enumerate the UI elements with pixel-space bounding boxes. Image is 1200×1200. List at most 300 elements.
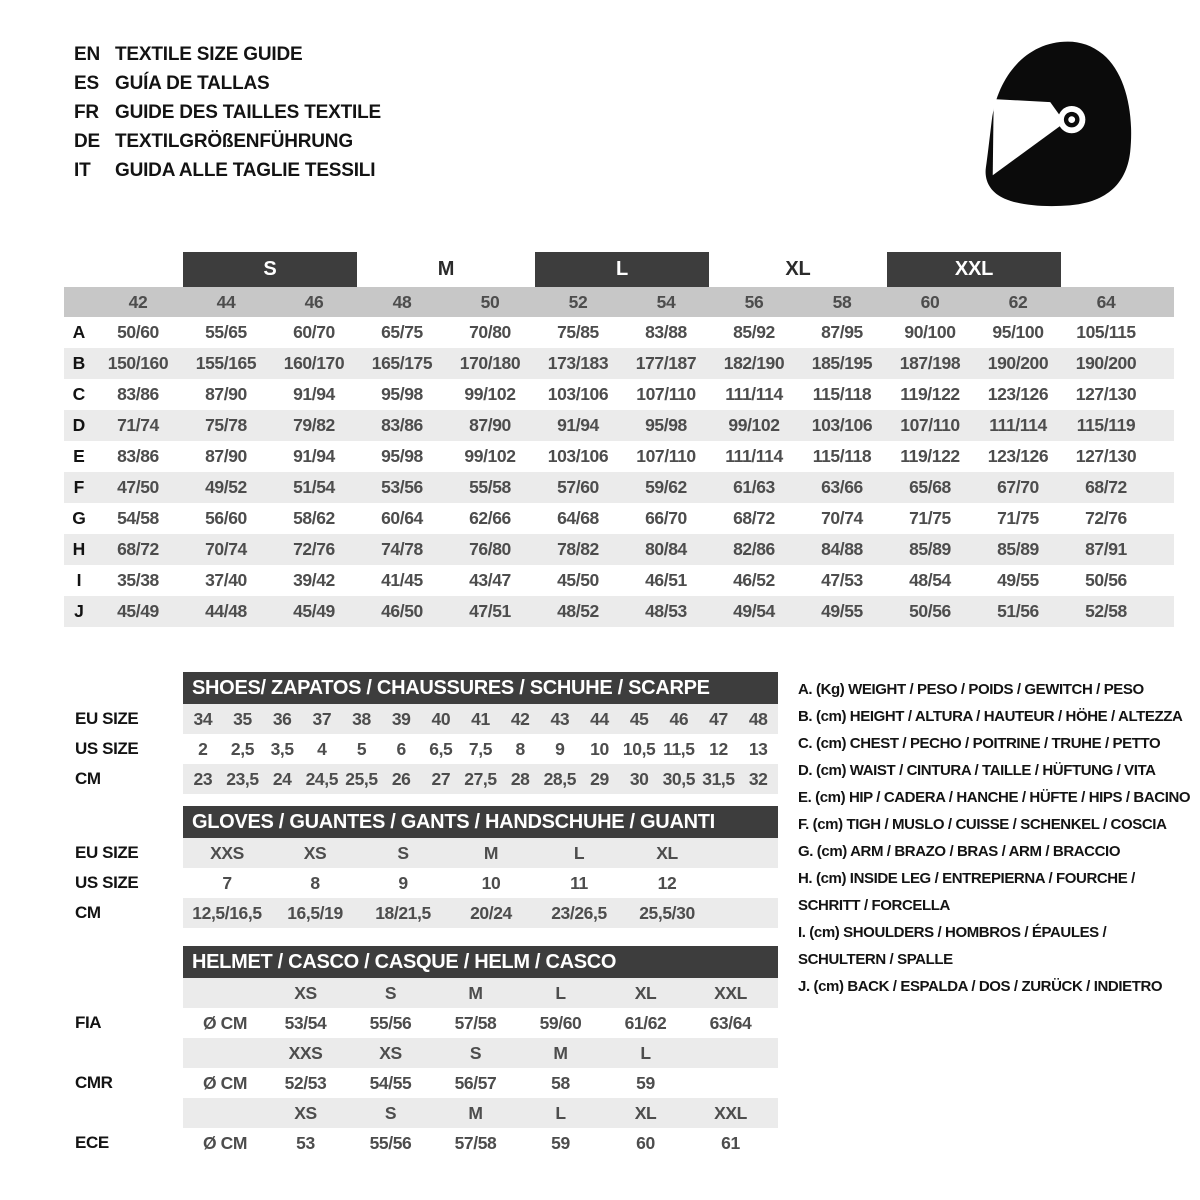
size-value: 63/66 — [821, 477, 863, 497]
size-value: 43/47 — [469, 570, 511, 590]
cell-value: 8 — [515, 738, 525, 759]
cell-value: 44 — [590, 708, 609, 729]
size-value: 58/62 — [293, 508, 335, 528]
helmet-cm-value: 61 — [721, 1132, 740, 1153]
helmet-values-fia — [75, 1008, 780, 1038]
cell-value: 32 — [748, 768, 768, 789]
size-value: 44/48 — [205, 601, 247, 621]
helmet-size-label: L — [555, 1102, 566, 1123]
size-value: 50/56 — [909, 601, 951, 621]
language-code: FR — [74, 101, 99, 123]
cell-value: S — [397, 842, 409, 863]
size-value: 51/56 — [997, 601, 1039, 621]
cell-value: 11,5 — [663, 738, 695, 759]
helmet-size-label: XL — [634, 1102, 657, 1123]
numeric-size: 54 — [656, 291, 676, 312]
size-value: 46/50 — [381, 601, 423, 621]
helmet-cm-value: 52/53 — [284, 1072, 327, 1093]
size-value: 59/62 — [645, 477, 687, 497]
size-value: 61/63 — [733, 477, 775, 497]
size-value: 115/118 — [812, 384, 872, 404]
measure-letter: J — [74, 601, 84, 621]
size-row-b — [64, 348, 1174, 379]
size-value: 74/78 — [381, 539, 423, 559]
size-value: 111/114 — [989, 415, 1047, 435]
size-value: 87/91 — [1085, 539, 1127, 559]
size-value: 72/76 — [1085, 508, 1127, 528]
measure-letter: F — [73, 477, 85, 497]
unit-label: Ø CM — [203, 1132, 248, 1153]
row-label: CM — [75, 903, 101, 922]
size-value: 83/88 — [645, 322, 687, 342]
cell-value: 40 — [431, 708, 451, 729]
language-code: DE — [74, 130, 100, 152]
row-us-size — [75, 734, 780, 764]
helmet-cm-value: 57/58 — [454, 1132, 497, 1153]
size-value: 35/38 — [117, 570, 159, 590]
helmet-size-label: L — [640, 1042, 651, 1063]
cell-value: L — [573, 842, 585, 863]
size-value: 87/90 — [205, 384, 247, 404]
row-label: EU SIZE — [75, 709, 139, 728]
main-size-table — [64, 252, 1174, 627]
cell-value: 9 — [398, 872, 408, 893]
size-value: 170/180 — [459, 353, 521, 373]
size-value: 190/200 — [987, 353, 1049, 373]
shoes-table-title: SHOES/ ZAPATOS / CHAUSSURES / SCHUHE / SCARPE — [183, 672, 778, 704]
size-value: 155/165 — [195, 353, 257, 373]
size-value: 75/85 — [557, 322, 599, 342]
size-value: 46/52 — [733, 570, 775, 590]
helmet-cm-value: 53 — [296, 1132, 315, 1153]
helmet-cm-value: 59 — [551, 1132, 570, 1153]
cell-value: 28 — [510, 768, 530, 789]
helmet-size-label: L — [555, 982, 566, 1003]
size-value: 78/82 — [557, 539, 599, 559]
size-value: 65/75 — [381, 322, 423, 342]
size-value: 119/122 — [900, 384, 960, 404]
size-value: 84/88 — [821, 539, 863, 559]
cell-value: 11 — [570, 872, 588, 893]
row-us-size — [75, 868, 780, 898]
cell-value: 29 — [590, 768, 609, 789]
measure-letter: G — [72, 508, 86, 528]
helmet-size-label: XL — [634, 982, 657, 1003]
row-cm — [75, 898, 780, 928]
numeric-size-band — [64, 287, 1174, 317]
size-value: 62/66 — [469, 508, 511, 528]
gloves-table-title: GLOVES / GUANTES / GANTS / HANDSCHUHE / GUANTI — [183, 806, 778, 838]
size-value: 119/122 — [900, 446, 960, 466]
cell-value: 47 — [709, 708, 728, 729]
cell-value: 16,5/19 — [287, 902, 343, 923]
size-value: 68/72 — [117, 539, 159, 559]
size-value: 173/183 — [547, 353, 609, 373]
size-value: 71/74 — [117, 415, 159, 435]
helmet-values-ece — [75, 1128, 780, 1158]
size-value: 39/42 — [293, 570, 335, 590]
size-value: 99/102 — [728, 415, 780, 435]
unit-label: Ø CM — [203, 1012, 248, 1033]
size-value: 47/50 — [117, 477, 159, 497]
guide-title: GUIDE DES TAILLES TEXTILE — [115, 101, 381, 123]
size-value: 45/49 — [293, 601, 335, 621]
standard-label: FIA — [75, 1013, 102, 1032]
numeric-size: 56 — [744, 291, 764, 312]
size-value: 111/114 — [725, 446, 783, 466]
size-value: 45/50 — [557, 570, 599, 590]
cell-value: M — [483, 842, 499, 863]
size-value: 50/60 — [117, 322, 159, 342]
language-row-en — [74, 40, 381, 69]
cell-value: 30 — [629, 768, 649, 789]
size-value: 85/89 — [909, 539, 951, 559]
cell-value: 13 — [748, 738, 768, 759]
size-value: 107/110 — [636, 446, 696, 466]
size-value: 105/115 — [1076, 322, 1136, 342]
cell-value: 7,5 — [468, 738, 493, 759]
cell-value: 23/26,5 — [551, 902, 607, 923]
size-row-d — [64, 410, 1174, 441]
helmet-table — [75, 946, 780, 1158]
cell-value: 5 — [356, 738, 367, 759]
size-value: 75/78 — [205, 415, 247, 435]
size-value: 87/90 — [469, 415, 511, 435]
helmet-size-header-fia — [75, 978, 780, 1008]
size-value: 49/52 — [205, 477, 247, 497]
cell-value: 37 — [312, 708, 332, 729]
measure-letter: E — [73, 446, 85, 466]
cell-value: XL — [656, 842, 678, 863]
cell-value: 12 — [709, 738, 728, 759]
size-value: 76/80 — [469, 539, 511, 559]
numeric-size: 50 — [480, 291, 500, 312]
cell-value: 10,5 — [622, 738, 656, 759]
gloves-table — [75, 806, 780, 928]
language-code: ES — [74, 72, 99, 94]
cell-value: 6 — [396, 738, 406, 759]
helmet-cm-value: 63/64 — [709, 1012, 752, 1033]
helmet-cm-value: 61/62 — [624, 1012, 667, 1033]
size-value: 123/126 — [987, 446, 1049, 466]
cell-value: 26 — [391, 768, 411, 789]
size-value: 95/98 — [381, 384, 423, 404]
cell-value: 10 — [481, 872, 501, 893]
cell-value: XXS — [210, 842, 244, 863]
helmet-cm-value: 55/56 — [369, 1132, 412, 1153]
size-value: 82/86 — [733, 539, 775, 559]
size-value: 50/56 — [1085, 570, 1127, 590]
size-value: 103/106 — [547, 384, 609, 404]
helmet-size-label: S — [384, 982, 397, 1003]
measure-letter: I — [76, 570, 82, 590]
helmet-size-label: XS — [294, 1102, 317, 1123]
guide-title: GUIDA ALLE TAGLIE TESSILI — [115, 159, 376, 181]
size-value: 177/187 — [635, 353, 697, 373]
shoes-table — [75, 672, 780, 794]
cell-value: 12,5/16,5 — [192, 902, 262, 923]
size-value: 72/76 — [293, 539, 335, 559]
language-row-fr — [74, 98, 381, 127]
language-code: EN — [74, 43, 100, 65]
size-row-h — [64, 534, 1174, 565]
legend-item: A. (Kg) WEIGHT / PESO / POIDS / GEWITCH / PESO — [798, 681, 1144, 698]
size-value: 85/92 — [733, 322, 775, 342]
size-value: 165/175 — [371, 353, 433, 373]
cell-value: 9 — [555, 738, 565, 759]
cell-value: 45 — [629, 708, 649, 729]
language-row-it — [74, 156, 381, 185]
size-value: 55/58 — [469, 477, 511, 497]
legend-item: I. (cm) SHOULDERS / HOMBROS / ÉPAULES / SCHULTERN / SPALLE — [798, 924, 1107, 968]
numeric-size: 64 — [1096, 291, 1116, 312]
numeric-size: 44 — [216, 291, 236, 312]
language-code: IT — [74, 159, 91, 181]
cell-value: 31,5 — [702, 768, 735, 789]
size-value: 87/90 — [205, 446, 247, 466]
cell-value: 3,5 — [270, 738, 294, 759]
numeric-size: 62 — [1008, 291, 1028, 312]
cell-value: 48 — [748, 708, 768, 729]
size-value: 68/72 — [1085, 477, 1127, 497]
size-value: 107/110 — [900, 415, 960, 435]
size-value: 54/58 — [117, 508, 159, 528]
size-value: 103/106 — [547, 446, 609, 466]
language-title-list — [74, 40, 381, 185]
size-value: 51/54 — [293, 477, 335, 497]
size-row-j — [64, 596, 1174, 627]
size-value: 85/89 — [997, 539, 1039, 559]
helmet-size-label: M — [468, 1102, 483, 1123]
cell-value: 24,5 — [305, 768, 339, 789]
helmet-cm-value: 60 — [636, 1132, 655, 1153]
size-value: 115/118 — [812, 446, 872, 466]
size-value: 49/54 — [733, 601, 775, 621]
helmet-cm-value: 54/55 — [369, 1072, 412, 1093]
size-row-a — [64, 317, 1174, 348]
numeric-size: 60 — [920, 291, 940, 312]
size-value: 111/114 — [725, 384, 783, 404]
size-value: 115/119 — [1076, 415, 1136, 435]
size-group-label-l: L — [535, 252, 709, 287]
size-value: 83/86 — [381, 415, 423, 435]
size-value: 160/170 — [283, 353, 345, 373]
size-value: 53/56 — [381, 477, 423, 497]
size-row-f — [64, 472, 1174, 503]
numeric-size: 42 — [128, 291, 148, 312]
size-value: 80/84 — [645, 539, 687, 559]
cell-value: XS — [303, 842, 327, 863]
size-value: 95/100 — [992, 322, 1044, 342]
size-value: 71/75 — [909, 508, 951, 528]
row-cm — [75, 764, 780, 794]
size-value: 127/130 — [1075, 446, 1137, 466]
numeric-size: 48 — [392, 291, 412, 312]
helmet-size-header-cmr — [75, 1038, 780, 1068]
helmet-cm-value: 56/57 — [454, 1072, 497, 1093]
size-value: 67/70 — [997, 477, 1039, 497]
size-value: 83/86 — [117, 384, 159, 404]
measure-letter: D — [72, 415, 86, 435]
size-row-e — [64, 441, 1174, 472]
row-label: US SIZE — [75, 873, 139, 892]
row-label: EU SIZE — [75, 843, 139, 862]
size-value: 150/160 — [107, 353, 169, 373]
size-row-c — [64, 379, 1174, 410]
size-value: 49/55 — [997, 570, 1039, 590]
standard-label: CMR — [75, 1073, 113, 1092]
size-value: 103/106 — [811, 415, 873, 435]
size-value: 99/102 — [464, 446, 516, 466]
size-value: 48/52 — [557, 601, 599, 621]
size-value: 87/95 — [821, 322, 863, 342]
numeric-size: 58 — [832, 291, 852, 312]
size-value: 56/60 — [205, 508, 247, 528]
row-label: US SIZE — [75, 739, 139, 758]
cell-value: 2,5 — [230, 738, 255, 759]
helmet-cm-value: 55/56 — [369, 1012, 412, 1033]
cell-value: 28,5 — [543, 768, 577, 789]
numeric-size: 46 — [304, 291, 324, 312]
cell-value: 7 — [222, 872, 232, 893]
size-value: 95/98 — [381, 446, 423, 466]
size-group-label-s: S — [183, 252, 357, 287]
guide-title: TEXTILGRÖßENFÜHRUNG — [115, 130, 353, 152]
corner-spacer — [64, 287, 94, 317]
legend-item: F. (cm) TIGH / MUSLO / CUISSE / SCHENKEL / COSCIA — [798, 816, 1167, 833]
helmet-size-label: XXL — [714, 1102, 747, 1123]
cell-value: 20/24 — [470, 902, 512, 923]
helmet-table-title: HELMET / CASCO / CASQUE / HELM / CASCO — [183, 946, 778, 978]
measure-letter: C — [72, 384, 86, 404]
helmet-cm-value: 58 — [551, 1072, 570, 1093]
cell-value: 41 — [471, 708, 490, 729]
size-value: 91/94 — [293, 384, 335, 404]
size-value: 99/102 — [464, 384, 516, 404]
size-value: 60/70 — [293, 322, 335, 342]
legend-item: G. (cm) ARM / BRAZO / BRAS / ARM / BRACCIO — [798, 843, 1121, 860]
size-value: 91/94 — [557, 415, 599, 435]
size-value: 57/60 — [557, 477, 599, 497]
cell-value: 18/21,5 — [375, 902, 431, 923]
cell-value: 24 — [272, 768, 292, 789]
cell-value: 34 — [193, 708, 213, 729]
size-value: 65/68 — [909, 477, 951, 497]
measure-letter: H — [72, 539, 86, 559]
measure-letter: B — [72, 353, 86, 373]
cell-value: 39 — [391, 708, 411, 729]
cell-value: 10 — [590, 738, 609, 759]
size-value: 66/70 — [645, 508, 687, 528]
size-value: 123/126 — [987, 384, 1049, 404]
size-value: 70/74 — [205, 539, 247, 559]
size-value: 49/55 — [821, 601, 863, 621]
helmet-size-label: M — [468, 982, 483, 1003]
size-group-band — [64, 252, 1174, 287]
cell-value: 23,5 — [226, 768, 259, 789]
cell-value: 38 — [352, 708, 371, 729]
cell-value: 12 — [657, 872, 677, 893]
cell-value: 43 — [550, 708, 570, 729]
size-value: 71/75 — [997, 508, 1039, 528]
size-value: 70/80 — [469, 322, 511, 342]
size-value: 52/58 — [1085, 601, 1127, 621]
size-value: 47/53 — [821, 570, 863, 590]
helmet-size-label: S — [469, 1042, 482, 1063]
cell-value: 27 — [431, 768, 451, 789]
cell-value: 23 — [193, 768, 213, 789]
numeric-size: 52 — [568, 291, 588, 312]
size-value: 79/82 — [293, 415, 335, 435]
size-value: 185/195 — [811, 353, 873, 373]
row-eu-size — [75, 838, 780, 868]
size-value: 91/94 — [293, 446, 335, 466]
size-value: 64/68 — [557, 508, 599, 528]
size-row-i — [64, 565, 1174, 596]
size-value: 37/40 — [205, 570, 247, 590]
helmet-size-label: XXS — [288, 1042, 323, 1063]
cell-value: 25,5 — [345, 768, 378, 789]
size-table-rows — [64, 317, 1174, 627]
size-value: 45/49 — [117, 601, 159, 621]
legend-item: H. (cm) INSIDE LEG / ENTREPIERNA / FOURCHE / SCHRITT / FORCELLA — [798, 870, 1135, 914]
size-value: 41/45 — [381, 570, 423, 590]
size-value: 68/72 — [733, 508, 775, 528]
helmet-size-label: M — [553, 1042, 568, 1063]
size-value: 46/51 — [645, 570, 687, 590]
helmet-size-label: XS — [294, 982, 317, 1003]
size-value: 107/110 — [636, 384, 696, 404]
cell-value: 25,5/30 — [639, 902, 695, 923]
row-label: CM — [75, 769, 101, 788]
size-value: 187/198 — [899, 353, 961, 373]
legend-item: D. (cm) WAIST / CINTURA / TAILLE / HÜFTUNG / VITA — [798, 762, 1156, 779]
cell-value: 35 — [233, 708, 252, 729]
unit-label: Ø CM — [203, 1072, 248, 1093]
row-eu-size — [75, 704, 780, 734]
cell-value: 36 — [272, 708, 292, 729]
cell-value: 27,5 — [464, 768, 497, 789]
size-value: 95/98 — [645, 415, 687, 435]
cell-value: 8 — [310, 872, 320, 893]
size-value: 48/53 — [645, 601, 687, 621]
racing-helmet-icon — [982, 36, 1138, 212]
helmet-size-label: S — [384, 1102, 397, 1123]
helmet-cm-value: 57/58 — [454, 1012, 497, 1033]
helmet-cm-value: 59/60 — [539, 1012, 582, 1033]
legend-item: C. (cm) CHEST / PECHO / POITRINE / TRUHE / PETTO — [798, 735, 1161, 752]
measurement-legend — [798, 676, 1196, 1000]
size-value: 47/51 — [469, 601, 511, 621]
size-group-label-m: M — [437, 258, 455, 280]
cell-value: 42 — [510, 708, 530, 729]
cell-value: 2 — [198, 738, 208, 759]
language-row-de — [74, 127, 381, 156]
size-value: 60/64 — [381, 508, 423, 528]
size-value: 190/200 — [1075, 353, 1137, 373]
helmet-values-cmr — [75, 1068, 780, 1098]
helmet-size-label: XXL — [714, 982, 747, 1003]
cell-value: 30,5 — [662, 768, 696, 789]
language-row-es — [74, 69, 381, 98]
measure-letter: A — [72, 322, 86, 342]
size-group-label-xl: XL — [785, 258, 811, 280]
size-value: 90/100 — [904, 322, 956, 342]
size-row-g — [64, 503, 1174, 534]
legend-item: B. (cm) HEIGHT / ALTURA / HAUTEUR / HÖHE / ALTEZZA — [798, 708, 1183, 725]
standard-label: ECE — [75, 1133, 109, 1152]
guide-title: GUÍA DE TALLAS — [115, 72, 270, 94]
